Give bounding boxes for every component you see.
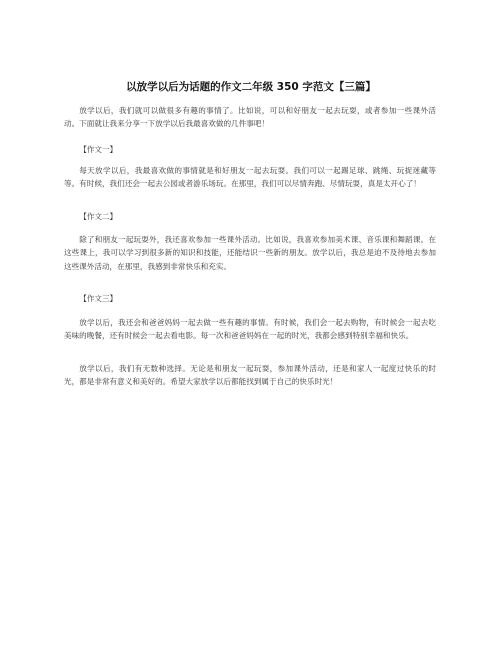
essay-1-body-section bbox=[64, 164, 436, 191]
essay-1-body: 每天放学以后，我最喜欢做的事情就是和好朋友一起去玩耍。我们可以一起踢足球、跳绳、玩捉迷藏等等。有时候，我们还会一起去公园或者游乐场玩。在那里，我们可以尽情奔跑、尽情玩耍，真是太开心了！ bbox=[64, 166, 436, 189]
essay-2-heading: 【作文二】 bbox=[79, 212, 118, 221]
essay-3-section bbox=[64, 292, 436, 305]
essay-3-body: 放学以后，我还会和爸爸妈妈一起去做一些有趣的事情。有时候，我们会一起去购物，有时候会一起去吃美味的晚餐，还有时候会一起去看电影。每一次和爸爸妈妈在一起的时光，我都会感到特别幸福和快乐。 bbox=[64, 318, 436, 341]
conclusion-paragraph: 放学以后，我们有无数种选择。无论是和朋友一起玩耍，参加课外活动，还是和家人一起度过快乐的时光，都是非常有意义和美好的。希望大家放学以后都能找到属于自己的快乐时光！ bbox=[64, 364, 436, 387]
essay-2-body-section bbox=[64, 233, 436, 273]
essay-2-section bbox=[64, 210, 436, 223]
conclusion-section bbox=[64, 362, 436, 389]
essay-2-body: 除了和朋友一起玩耍外，我还喜欢参加一些课外活动。比如说，我喜欢参加美术课、音乐课和舞蹈课。在这些课上，我可以学习到很多新的知识和技能，还能结识一些新的朋友。放学以后，我总是迫不及待地去参加这些课外活动，在那里，我感到非常快乐和充实。 bbox=[64, 235, 436, 271]
essay-1-section bbox=[64, 143, 436, 156]
essay-1-heading: 【作文一】 bbox=[79, 145, 118, 154]
intro-section bbox=[64, 104, 436, 131]
intro-paragraph: 放学以后，我们就可以做很多有趣的事情了。比如说，可以和好朋友一起去玩耍，或者参加一些课外活动。下面就让我来分享一下放学以后我最喜欢做的几件事吧！ bbox=[64, 106, 436, 129]
essay-3-body-section bbox=[64, 316, 436, 343]
essay-3-heading: 【作文三】 bbox=[79, 294, 118, 303]
document-title: 以放学以后为话题的作文二年级 350 字范文【三篇】 bbox=[126, 81, 376, 93]
